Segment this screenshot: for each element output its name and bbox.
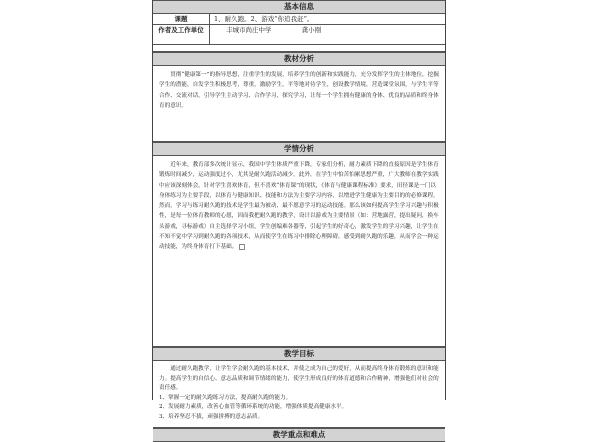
textbook-analysis-header: 教材分析 — [153, 52, 445, 66]
goal-item-3: 3、培养坚忍不拔，顽强拼搏的意志品质。 — [159, 413, 264, 420]
topic-row — [153, 14, 445, 25]
topic-value: 1、耐久跑。2、游戏“你追我赶”。 — [214, 15, 314, 23]
basic-info-header: 基本信息 — [153, 0, 445, 14]
student-analysis-header: 学情分析 — [153, 142, 445, 156]
student-analysis-text: 近年来，教育部多次统计显示，我国中学生体质严重下降，专家们分析，耐力素质下降的直接原因是学生体育锻炼时间减少，运动强度过小，尤其是耐久跑活动减少。此外，在学生中怕苦怕累思想严重，广大教师在教学实践中应该深刻体会，针对学生喜欢体育，但不喜欢“体育课”的现状，《体育与健康课程标准》要求，田径课是一门以身体练习为主要手段，以体育与健康知识、技能和方法为主要学习内容，以增进学生健康为主要目的的必修课程。然而，学习与练习耐久跑的技术是学生最为被动，最不愿意学习的运动技能。那么该如何提高学生学习兴趣与积极性，是每一位体育教师的心愿，因而我把耐久跑的教学，设计以游戏为主要情景（如：营地露营，提出疑问，换车头游戏，寻标游戏）自主选择学习小组，学生创编难各器等，引起学生的好奇心，激发学生的学习兴趣，让学生在不知不觉中学习到耐久跑的各项技术，从而使学生在练习中排除心理障碍，感受到耐久跑的乐趣，从而学会一种运动技能，为终身体育打下基础。 — [159, 162, 439, 251]
teacher-name: 龚小刚 — [301, 26, 322, 34]
lesson-plan-document — [152, 0, 446, 439]
checkbox-icon — [239, 244, 245, 250]
teaching-goals-intro: 通过耐久跑教学，让学生学会耐久跑的基本技术，并使之成为自己的爱好，从而提高终身体育锻炼的意识和能力。提高学生的自信心、意志品质和调节情绪的能力，使学生形成良好的体育道德和合作精神，增强他们对社会的责任感。 — [159, 366, 439, 391]
school-name: 丰城市尚庄中学 — [226, 26, 272, 34]
goal-item-1: 1、掌握一定的耐久跑练习方法，提高耐久跑的能力。 — [159, 394, 292, 401]
textbook-analysis-text: 贯彻“健康第一”的指导思想，注重学生的发展，培养学生的创新和实践能力，充分发挥学生的主体地位，挖掘学生的潜能，自发学生积极思考，尊重，激励学生，平等地对待学生，创设教学情境，营造课堂氛围，与学生平等合作、交流对话，引导学生主动学习、合作学习，探究学习，让每一个学生拥有健康的身体、优良的品质和终身体育的意识。 — [159, 72, 439, 109]
goal-item-2: 2、发展耐力素质，改善心血管等循环系统的功能，增强体质提高健康水平。 — [159, 404, 348, 410]
author-label: 作者及工作单位 — [153, 25, 210, 44]
key-points-header: 教学重点和难点 — [153, 428, 445, 442]
topic-label: 课题 — [153, 14, 210, 24]
author-row — [153, 25, 445, 45]
teaching-goals-header: 教学目标 — [153, 347, 445, 361]
